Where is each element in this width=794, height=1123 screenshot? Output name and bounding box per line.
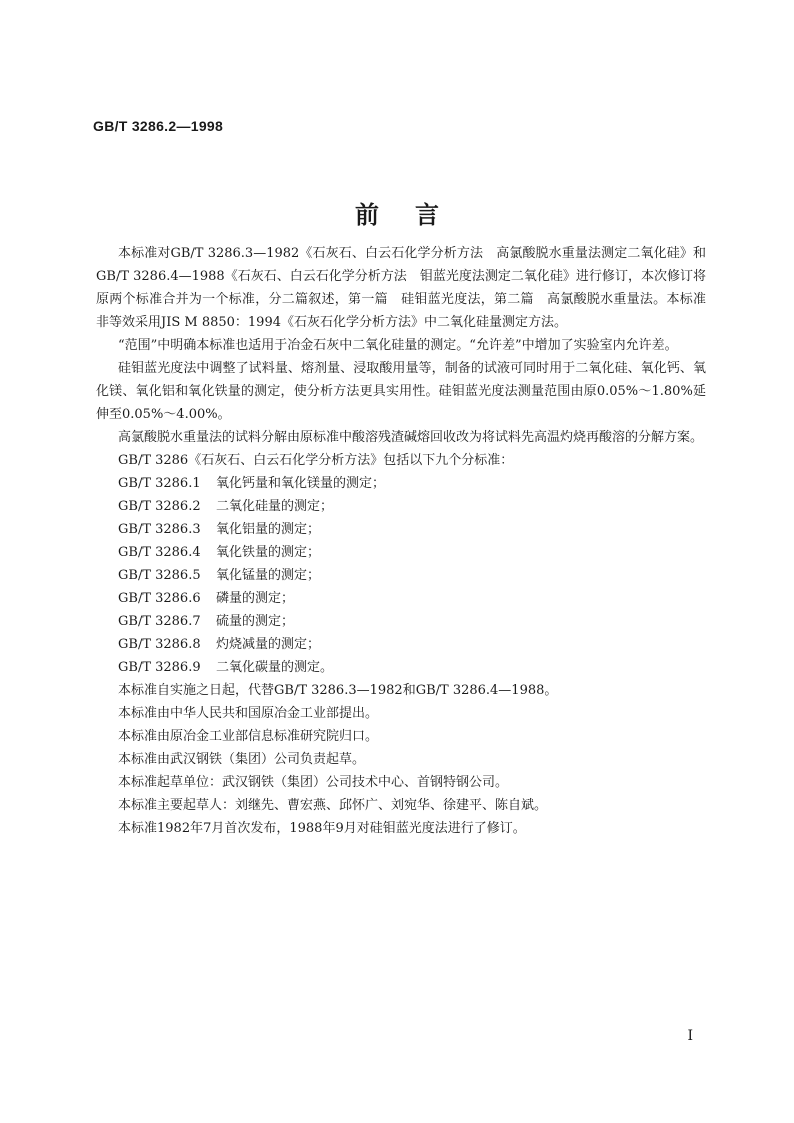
list-item <box>96 587 706 610</box>
sub-standard-code: GB/T 3286.8 <box>118 637 201 652</box>
list-item <box>96 518 706 541</box>
sub-standard-title: 氧化钙量和氧化镁量的测定； <box>216 476 386 491</box>
sub-standard-code: GB/T 3286.6 <box>118 591 201 606</box>
sub-standard-title: 二氧化硅量的测定； <box>216 499 334 514</box>
sub-standard-code: GB/T 3286.1 <box>118 476 201 491</box>
statement-responsible-drafter: 本标准由武汉钢铁（集团）公司负责起草。 <box>118 752 366 767</box>
sub-standard-title: 氧化锰量的测定； <box>216 568 321 583</box>
paragraph-series-intro: GB/T 3286《石灰石、白云石化学分析方法》包括以下九个分标准： <box>118 453 514 468</box>
paragraph-gravimetric-changes: 高氯酸脱水重量法的试料分解由原标准中酸溶残渣碱熔回收改为将试料先高温灼烧再酸溶的分解方案。 <box>118 430 704 445</box>
sub-standard-title: 硫量的测定； <box>216 614 295 629</box>
sub-standard-title: 氧化铝量的测定； <box>216 522 321 537</box>
statement-drafting-units: 本标准起草单位：武汉钢铁（集团）公司技术中心、首钢特钢公司。 <box>118 775 509 790</box>
sub-standard-code: GB/T 3286.3 <box>118 522 201 537</box>
list-item <box>96 472 706 495</box>
list-item <box>96 633 706 656</box>
paragraph-scope-changes: “范围”中明确本标准也适用于冶金石灰中二氧化硅量的测定。“允许差”中增加了实验室内允许差。 <box>118 338 678 353</box>
sub-standard-code: GB/T 3286.2 <box>118 499 201 514</box>
sub-standard-list <box>96 472 706 679</box>
paragraph-photometric-changes: 硅钼蓝光度法中调整了试料量、熔剂量、浸取酸用量等，制备的试液可同时用于二氧化硅、氧化钙、氧化镁、氧化铝和氧化铁量的测定，使分析方法更具实用性。硅钼蓝光度法测量范围由原0.05%～1.80%延伸至0.05%～4.00%。 <box>96 361 706 422</box>
paragraph-revision-scope: 本标准对GB/T 3286.3—1982《石灰石、白云石化学分析方法 高氯酸脱水重量法测定二氧化硅》和GB/T 3286.4—1988《石灰石、白云石化学分析方法 钼蓝光度法测定二氧化硅》进行修订，本次修订将原两个标准合并为一个标准，分二篇叙述，第一篇 硅钼蓝光度法，第二篇 高氯酸脱水重量法。本标准非等效采用JIS M 8850：1994《石灰石化学分析方法》中二氧化硅量测定方法。 <box>96 246 706 330</box>
foreword-body <box>96 242 706 840</box>
sub-standard-code: GB/T 3286.7 <box>118 614 201 629</box>
statement-main-drafters: 本标准主要起草人：刘继先、曹宏燕、邱怀广、刘宛华、徐建平、陈自斌。 <box>118 798 548 813</box>
list-item <box>96 564 706 587</box>
statement-proposer: 本标准由中华人民共和国原冶金工业部提出。 <box>118 706 379 721</box>
statement-administrator: 本标准由原冶金工业部信息标准研究院归口。 <box>118 729 379 744</box>
list-item <box>96 541 706 564</box>
sub-standard-title: 磷量的测定； <box>216 591 295 606</box>
page-title: 前言 <box>355 201 475 229</box>
page-number: I <box>687 1028 693 1044</box>
sub-standard-title: 灼烧减量的测定； <box>216 637 321 652</box>
sub-standard-code: GB/T 3286.5 <box>118 568 201 583</box>
statement-history: 本标准1982年7月首次发布，1988年9月对硅钼蓝光度法进行了修订。 <box>118 821 526 836</box>
sub-standard-title: 二氧化碳量的测定。 <box>216 660 334 675</box>
sub-standard-code: GB/T 3286.4 <box>118 545 201 560</box>
sub-standard-title: 氧化铁量的测定； <box>216 545 321 560</box>
statement-supersedes: 本标准自实施之日起，代替GB/T 3286.3—1982和GB/T 3286.4—1988。 <box>118 683 558 698</box>
standard-code: GB/T 3286.2—1998 <box>93 118 224 134</box>
sub-standard-code: GB/T 3286.9 <box>118 660 201 675</box>
list-item <box>96 656 706 679</box>
list-item <box>96 495 706 518</box>
list-item <box>96 610 706 633</box>
